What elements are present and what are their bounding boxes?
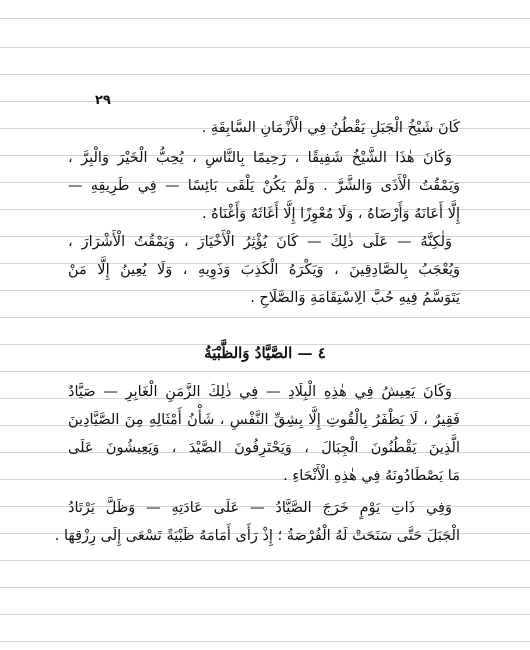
paragraph-2-line-2: وَيَمْقُتُ الْأَذَى وَالشَّرَّ . وَلَمْ يَكُنْ يَلْقَى بَائِسًا — فِي طَرِيقِهِ — (68, 178, 460, 194)
paragraph-3-line-3: يَتَوَسَّمُ فِيهِ حُبَّ الِاسْتِقَامَةِ وَالصَّلَاحِ . (250, 290, 460, 306)
paragraph-2-line-1: وَكَانَ هٰذَا الشَّيْخُ شَفِيقًا ، رَحِيمًا بِالنَّاسِ ، يُحِبُّ الْخَيْرَ وَالْبِرَّ ، (68, 150, 452, 166)
section-heading: ٤ — الصَّيَّادُ وَالظَّبْيَةُ (204, 344, 326, 362)
paragraph-4-line-4: مَا يَصْطَادُونَهُ فِي هٰذِهِ الْأَنْحَاءِ . (283, 468, 460, 484)
paragraph-4-line-1: وَكَانَ يَعِيشُ فِي هٰذِهِ الْبِلَادِ — فِي ذٰلِكَ الزَّمَنِ الْغَابِرِ — صَيَّادٌ (68, 384, 452, 400)
paragraph-1-line-1: كَانَ شَيْخُ الْجَبَلِ يَقْطُنُ فِي الْأَزْمَانِ السَّابِقَةِ . (201, 120, 460, 136)
paragraph-5-line-2: الْجَبَلَ حَتَّى سَنَحَتْ لَهُ الْفُرْصَةُ ؛ إِذْ رَأَى أَمَامَهُ ظَبْيَةً تَسْعَى إِلَى رِزْقِهَا . (54, 528, 460, 544)
page-number: ٢٩ (95, 93, 111, 108)
paragraph-2-line-3: إِلَّا أَعَانَهُ وَأَرْضَاهُ ، وَلَا مُعْوِزًا إِلَّا أَغَاثَهُ وَأَغْنَاهُ . (201, 206, 460, 222)
paragraph-3-line-2: وَيُعْجَبُ بِالصَّادِقِينَ ، وَيَكْرَهُ الْكَذِبَ وَذَوِيهِ ، وَلَا يُعِينُ إِلَّا مَنْ (68, 262, 460, 278)
paragraph-5-line-1: وَفِي ذَاتِ يَوْمٍ خَرَجَ الصَّيَّادُ — عَلَى عَادَتِهِ — وَظَلَّ يَرْتَادُ (68, 500, 452, 516)
paragraph-4-line-2: فَقِيرٌ ، لَا يَظْفَرُ بِالْقُوتِ إِلَّا بِشِقِّ النَّفْسِ ، شَأْنُ أَمْثَالِهِ مِنَ الصَّيَّادِينَ (68, 412, 460, 428)
paragraph-4-line-3: الَّذِينَ يَقْطُنُونَ الْجِبَالَ ، وَيَحْتَرِفُونَ الصَّيْدَ ، وَيَعِيشُونَ عَلَى (68, 440, 460, 456)
paragraph-3-line-1: وَلٰكِنَّهُ — عَلَى ذٰلِكَ — كَانَ يُؤْثِرُ الْأَخْيَارَ ، وَيَمْقُتُ الْأَشْرَارَ ، (68, 234, 452, 250)
